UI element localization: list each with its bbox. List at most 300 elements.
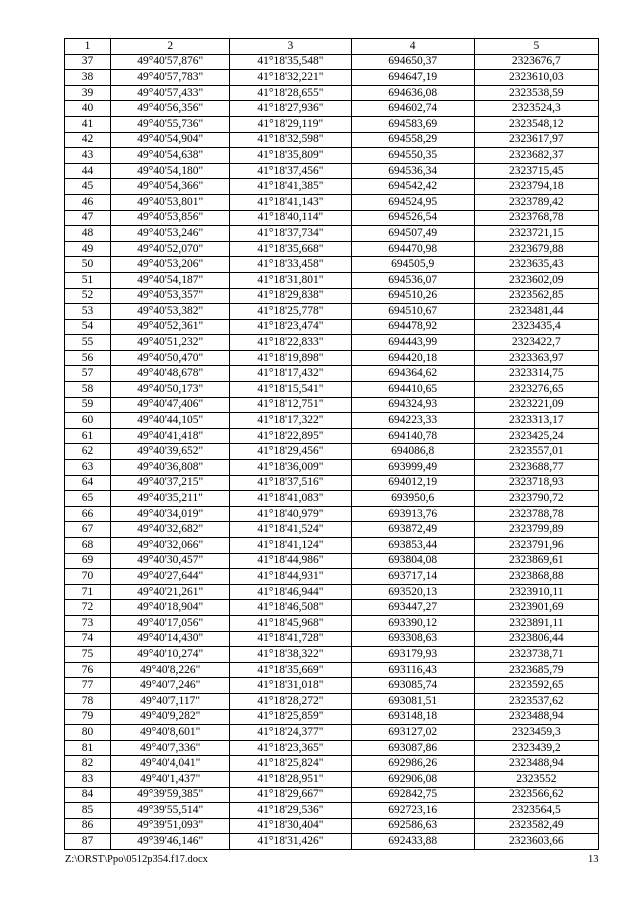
table-cell: 694558,29 bbox=[351, 132, 474, 148]
table-cell: 694324,93 bbox=[351, 397, 474, 413]
table-cell: 42 bbox=[65, 132, 111, 148]
table-cell: 694542,42 bbox=[351, 179, 474, 195]
table-cell: 2323439,2 bbox=[474, 740, 598, 756]
table-cell: 49°40'34,019" bbox=[111, 506, 230, 522]
table-cell: 49°40'52,361" bbox=[111, 319, 230, 335]
table-cell: 2323564,5 bbox=[474, 803, 598, 819]
table-cell: 692906,08 bbox=[351, 771, 474, 787]
table-cell: 692433,88 bbox=[351, 834, 474, 850]
table-cell: 73 bbox=[65, 615, 111, 631]
table-cell: 49°40'53,801" bbox=[111, 194, 230, 210]
table-cell: 2323791,96 bbox=[474, 538, 598, 554]
table-row bbox=[65, 615, 599, 631]
table-cell: 65 bbox=[65, 491, 111, 507]
table-cell: 692842,75 bbox=[351, 787, 474, 803]
page-number: 13 bbox=[588, 854, 599, 865]
table-cell: 2323363,97 bbox=[474, 350, 598, 366]
table-cell: 41°18'35,668" bbox=[230, 241, 351, 257]
table-cell: 49°40'39,652" bbox=[111, 444, 230, 460]
table-cell: 74 bbox=[65, 631, 111, 647]
table-cell: 2323635,43 bbox=[474, 257, 598, 273]
table-cell: 41°18'22,895" bbox=[230, 428, 351, 444]
table-cell: 2323314,75 bbox=[474, 366, 598, 382]
table-cell: 41°18'17,322" bbox=[230, 413, 351, 429]
table-row bbox=[65, 444, 599, 460]
table-cell: 49°40'54,904" bbox=[111, 132, 230, 148]
table-cell: 693717,14 bbox=[351, 569, 474, 585]
table-cell: 41°18'38,322" bbox=[230, 647, 351, 663]
table-cell: 81 bbox=[65, 740, 111, 756]
table-cell: 2323891,11 bbox=[474, 615, 598, 631]
table-cell: 2323422,7 bbox=[474, 335, 598, 351]
table-cell: 694650,37 bbox=[351, 54, 474, 70]
table-cell: 2323721,15 bbox=[474, 226, 598, 242]
table-cell: 41°18'41,385" bbox=[230, 179, 351, 195]
table-cell: 2323869,61 bbox=[474, 553, 598, 569]
table-cell: 2323788,78 bbox=[474, 506, 598, 522]
table-cell: 694140,78 bbox=[351, 428, 474, 444]
table-cell: 2323425,24 bbox=[474, 428, 598, 444]
table-cell: 41 bbox=[65, 116, 111, 132]
table-cell: 694536,34 bbox=[351, 163, 474, 179]
table-cell: 41°18'29,838" bbox=[230, 288, 351, 304]
table-cell: 2323582,49 bbox=[474, 818, 598, 834]
table-row bbox=[65, 366, 599, 382]
table-cell: 46 bbox=[65, 194, 111, 210]
table-cell: 59 bbox=[65, 397, 111, 413]
table-row bbox=[65, 709, 599, 725]
table-cell: 49°40'57,876" bbox=[111, 54, 230, 70]
table-cell: 39 bbox=[65, 85, 111, 101]
table-cell: 49 bbox=[65, 241, 111, 257]
table-cell: 2323221,09 bbox=[474, 397, 598, 413]
table-cell: 55 bbox=[65, 335, 111, 351]
table-cell: 49°40'50,173" bbox=[111, 382, 230, 398]
table-cell: 694505,9 bbox=[351, 257, 474, 273]
table-cell: 49°40'27,644" bbox=[111, 569, 230, 585]
table-cell: 49°40'8,226" bbox=[111, 662, 230, 678]
table-cell: 49°40'10,274" bbox=[111, 647, 230, 663]
table-cell: 2323868,88 bbox=[474, 569, 598, 585]
table-cell: 49°40'53,206" bbox=[111, 257, 230, 273]
table-cell: 2323738,71 bbox=[474, 647, 598, 663]
table-cell: 49°40'7,246" bbox=[111, 678, 230, 694]
table-cell: 49°40'30,457" bbox=[111, 553, 230, 569]
table-cell: 693308,63 bbox=[351, 631, 474, 647]
table-cell: 49°40'36,808" bbox=[111, 460, 230, 476]
table-row bbox=[65, 132, 599, 148]
table-cell: 41°18'41,124" bbox=[230, 538, 351, 554]
table-row bbox=[65, 335, 599, 351]
table-cell: 41°18'29,119" bbox=[230, 116, 351, 132]
table-cell: 49°40'54,638" bbox=[111, 148, 230, 164]
table-cell: 41°18'19,898" bbox=[230, 350, 351, 366]
footer-file-path: Z:\ORST\Ppo\0512p354.f17.docx bbox=[65, 854, 208, 865]
table-cell: 49°40'52,070" bbox=[111, 241, 230, 257]
table-row bbox=[65, 288, 599, 304]
table-cell: 693127,02 bbox=[351, 725, 474, 741]
table-cell: 41°18'41,728" bbox=[230, 631, 351, 647]
table-row bbox=[65, 397, 599, 413]
table-cell: 49°39'46,146" bbox=[111, 834, 230, 850]
table-cell: 49°39'51,093" bbox=[111, 818, 230, 834]
table-cell: 41°18'31,801" bbox=[230, 272, 351, 288]
table-cell: 41°18'28,951" bbox=[230, 771, 351, 787]
table-row bbox=[65, 756, 599, 772]
table-cell: 49°40'54,180" bbox=[111, 163, 230, 179]
table-cell: 2323617,97 bbox=[474, 132, 598, 148]
table-row bbox=[65, 116, 599, 132]
table-cell: 77 bbox=[65, 678, 111, 694]
column-header: 4 bbox=[351, 39, 474, 55]
table-cell: 80 bbox=[65, 725, 111, 741]
table-cell: 49°40'53,856" bbox=[111, 210, 230, 226]
table-cell: 78 bbox=[65, 693, 111, 709]
table-cell: 2323488,94 bbox=[474, 709, 598, 725]
table-cell: 37 bbox=[65, 54, 111, 70]
table-cell: 41°18'24,377" bbox=[230, 725, 351, 741]
table-cell: 694410,65 bbox=[351, 382, 474, 398]
table-cell: 41°18'46,508" bbox=[230, 600, 351, 616]
table-cell: 64 bbox=[65, 475, 111, 491]
table-cell: 2323910,11 bbox=[474, 584, 598, 600]
table-cell: 49°40'48,678" bbox=[111, 366, 230, 382]
table-cell: 2323435,4 bbox=[474, 319, 598, 335]
table-cell: 49°40'44,105" bbox=[111, 413, 230, 429]
table-cell: 2323459,3 bbox=[474, 725, 598, 741]
table-cell: 49°40'18,904" bbox=[111, 600, 230, 616]
table-cell: 694510,26 bbox=[351, 288, 474, 304]
table-cell: 2323685,79 bbox=[474, 662, 598, 678]
table-row bbox=[65, 678, 599, 694]
table-cell: 2323679,88 bbox=[474, 241, 598, 257]
table-cell: 41°18'23,474" bbox=[230, 319, 351, 335]
table-cell: 62 bbox=[65, 444, 111, 460]
table-cell: 694524,95 bbox=[351, 194, 474, 210]
table-cell: 41°18'30,404" bbox=[230, 818, 351, 834]
table-cell: 49°40'53,357" bbox=[111, 288, 230, 304]
table-cell: 49°40'56,356" bbox=[111, 101, 230, 117]
table-row bbox=[65, 148, 599, 164]
table-row bbox=[65, 522, 599, 538]
table-row bbox=[65, 771, 599, 787]
table-cell: 82 bbox=[65, 756, 111, 772]
table-row bbox=[65, 662, 599, 678]
table-cell: 43 bbox=[65, 148, 111, 164]
table-cell: 41°18'44,986" bbox=[230, 553, 351, 569]
table-cell: 694526,54 bbox=[351, 210, 474, 226]
table-cell: 51 bbox=[65, 272, 111, 288]
table-row bbox=[65, 647, 599, 663]
column-header: 1 bbox=[65, 39, 111, 55]
table-cell: 58 bbox=[65, 382, 111, 398]
table-row bbox=[65, 319, 599, 335]
table-cell: 84 bbox=[65, 787, 111, 803]
table-cell: 694602,74 bbox=[351, 101, 474, 117]
table-cell: 2323715,45 bbox=[474, 163, 598, 179]
table-row bbox=[65, 413, 599, 429]
table-cell: 2323768,78 bbox=[474, 210, 598, 226]
table-cell: 49°40'9,282" bbox=[111, 709, 230, 725]
table-cell: 694507,49 bbox=[351, 226, 474, 242]
table-cell: 72 bbox=[65, 600, 111, 616]
table-row bbox=[65, 54, 599, 70]
table-cell: 693116,43 bbox=[351, 662, 474, 678]
table-cell: 41°18'46,944" bbox=[230, 584, 351, 600]
table-row bbox=[65, 226, 599, 242]
table-cell: 2323610,03 bbox=[474, 70, 598, 86]
table-cell: 2323488,94 bbox=[474, 756, 598, 772]
table-cell: 2323603,66 bbox=[474, 834, 598, 850]
table-cell: 2323524,3 bbox=[474, 101, 598, 117]
table-cell: 49°40'14,430" bbox=[111, 631, 230, 647]
table-cell: 49°40'17,056" bbox=[111, 615, 230, 631]
table-cell: 49°40'8,601" bbox=[111, 725, 230, 741]
table-cell: 2323537,62 bbox=[474, 693, 598, 709]
table-cell: 41°18'29,456" bbox=[230, 444, 351, 460]
table-cell: 41°18'29,667" bbox=[230, 787, 351, 803]
table-cell: 49°40'47,406" bbox=[111, 397, 230, 413]
table-row bbox=[65, 740, 599, 756]
table-cell: 693804,08 bbox=[351, 553, 474, 569]
table-cell: 692986,26 bbox=[351, 756, 474, 772]
table-cell: 2323538,59 bbox=[474, 85, 598, 101]
table-cell: 85 bbox=[65, 803, 111, 819]
table-cell: 693950,6 bbox=[351, 491, 474, 507]
table-row bbox=[65, 428, 599, 444]
table-row bbox=[65, 382, 599, 398]
table-row bbox=[65, 818, 599, 834]
table-cell: 693087,86 bbox=[351, 740, 474, 756]
table-cell: 41°18'28,655" bbox=[230, 85, 351, 101]
table-cell: 41°18'17,432" bbox=[230, 366, 351, 382]
table-cell: 49°40'4,041" bbox=[111, 756, 230, 772]
table-cell: 70 bbox=[65, 569, 111, 585]
table-cell: 2323790,72 bbox=[474, 491, 598, 507]
table-cell: 61 bbox=[65, 428, 111, 444]
table-row bbox=[65, 600, 599, 616]
table-cell: 49°40'7,336" bbox=[111, 740, 230, 756]
table-cell: 44 bbox=[65, 163, 111, 179]
table-cell: 49°40'32,066" bbox=[111, 538, 230, 554]
table-cell: 60 bbox=[65, 413, 111, 429]
table-cell: 49°40'55,736" bbox=[111, 116, 230, 132]
table-cell: 692723,16 bbox=[351, 803, 474, 819]
table-cell: 41°18'33,458" bbox=[230, 257, 351, 273]
column-header: 3 bbox=[230, 39, 351, 55]
table-cell: 83 bbox=[65, 771, 111, 787]
table-cell: 49°40'1,437" bbox=[111, 771, 230, 787]
table-cell: 49°40'54,187" bbox=[111, 272, 230, 288]
table-cell: 79 bbox=[65, 709, 111, 725]
table-row bbox=[65, 584, 599, 600]
table-cell: 71 bbox=[65, 584, 111, 600]
table-cell: 41°18'35,548" bbox=[230, 54, 351, 70]
table-cell: 2323592,65 bbox=[474, 678, 598, 694]
table-cell: 63 bbox=[65, 460, 111, 476]
table-cell: 41°18'23,365" bbox=[230, 740, 351, 756]
table-row bbox=[65, 460, 599, 476]
table-cell: 48 bbox=[65, 226, 111, 242]
table-cell: 2323901,69 bbox=[474, 600, 598, 616]
table-cell: 2323566,62 bbox=[474, 787, 598, 803]
table-cell: 692586,63 bbox=[351, 818, 474, 834]
table-cell: 2323789,42 bbox=[474, 194, 598, 210]
table-cell: 2323552 bbox=[474, 771, 598, 787]
table-row bbox=[65, 350, 599, 366]
table-cell: 49°40'37,215" bbox=[111, 475, 230, 491]
table-cell: 694510,67 bbox=[351, 304, 474, 320]
table-cell: 694012,19 bbox=[351, 475, 474, 491]
table-cell: 41°18'25,824" bbox=[230, 756, 351, 772]
table-cell: 41°18'29,536" bbox=[230, 803, 351, 819]
table-cell: 67 bbox=[65, 522, 111, 538]
table-cell: 2323799,89 bbox=[474, 522, 598, 538]
table-row bbox=[65, 163, 599, 179]
table-cell: 694420,18 bbox=[351, 350, 474, 366]
table-cell: 694086,8 bbox=[351, 444, 474, 460]
table-cell: 56 bbox=[65, 350, 111, 366]
table-cell: 694583,69 bbox=[351, 116, 474, 132]
table-cell: 69 bbox=[65, 553, 111, 569]
table-cell: 45 bbox=[65, 179, 111, 195]
table-cell: 41°18'37,516" bbox=[230, 475, 351, 491]
table-cell: 693081,51 bbox=[351, 693, 474, 709]
table-cell: 694223,33 bbox=[351, 413, 474, 429]
table-cell: 2323676,7 bbox=[474, 54, 598, 70]
table-row bbox=[65, 241, 599, 257]
table-row bbox=[65, 538, 599, 554]
table-row bbox=[65, 491, 599, 507]
table-cell: 49°40'54,366" bbox=[111, 179, 230, 195]
table-cell: 49°40'7,117" bbox=[111, 693, 230, 709]
table-cell: 694536,07 bbox=[351, 272, 474, 288]
table-cell: 41°18'32,221" bbox=[230, 70, 351, 86]
table-cell: 694478,92 bbox=[351, 319, 474, 335]
table-cell: 693148,18 bbox=[351, 709, 474, 725]
table-cell: 54 bbox=[65, 319, 111, 335]
table-cell: 41°18'41,083" bbox=[230, 491, 351, 507]
table-cell: 41°18'37,456" bbox=[230, 163, 351, 179]
table-cell: 2323276,65 bbox=[474, 382, 598, 398]
table-row bbox=[65, 631, 599, 647]
table-cell: 694636,08 bbox=[351, 85, 474, 101]
table-cell: 41°18'25,778" bbox=[230, 304, 351, 320]
table-cell: 693999,49 bbox=[351, 460, 474, 476]
table-cell: 694470,98 bbox=[351, 241, 474, 257]
table-cell: 52 bbox=[65, 288, 111, 304]
table-cell: 41°18'27,936" bbox=[230, 101, 351, 117]
table-row bbox=[65, 834, 599, 850]
table-cell: 50 bbox=[65, 257, 111, 273]
table-cell: 2323562,85 bbox=[474, 288, 598, 304]
table-cell: 49°40'51,232" bbox=[111, 335, 230, 351]
table-cell: 40 bbox=[65, 101, 111, 117]
table-cell: 694647,19 bbox=[351, 70, 474, 86]
table-cell: 49°40'57,783" bbox=[111, 70, 230, 86]
table-cell: 694443,99 bbox=[351, 335, 474, 351]
table-row bbox=[65, 553, 599, 569]
table-cell: 2323718,93 bbox=[474, 475, 598, 491]
table-row bbox=[65, 725, 599, 741]
table-row bbox=[65, 569, 599, 585]
table-cell: 41°18'40,979" bbox=[230, 506, 351, 522]
table-cell: 2323602,09 bbox=[474, 272, 598, 288]
table-cell: 693179,93 bbox=[351, 647, 474, 663]
table-cell: 49°40'21,261" bbox=[111, 584, 230, 600]
table-cell: 41°18'32,598" bbox=[230, 132, 351, 148]
column-header: 5 bbox=[474, 39, 598, 55]
table-cell: 49°40'53,382" bbox=[111, 304, 230, 320]
table-cell: 41°18'35,809" bbox=[230, 148, 351, 164]
table-row bbox=[65, 787, 599, 803]
table-cell: 41°18'28,272" bbox=[230, 693, 351, 709]
table-cell: 41°18'41,524" bbox=[230, 522, 351, 538]
table-cell: 49°40'35,211" bbox=[111, 491, 230, 507]
table-cell: 2323313,17 bbox=[474, 413, 598, 429]
table-row bbox=[65, 803, 599, 819]
table-row bbox=[65, 693, 599, 709]
coordinates-table bbox=[64, 38, 599, 850]
table-cell: 41°18'31,426" bbox=[230, 834, 351, 850]
table-cell: 2323806,44 bbox=[474, 631, 598, 647]
table-cell: 41°18'40,114" bbox=[230, 210, 351, 226]
table-cell: 693853,44 bbox=[351, 538, 474, 554]
table-row bbox=[65, 179, 599, 195]
table-cell: 87 bbox=[65, 834, 111, 850]
table-row bbox=[65, 506, 599, 522]
table-cell: 693520,13 bbox=[351, 584, 474, 600]
table-cell: 57 bbox=[65, 366, 111, 382]
table-cell: 41°18'37,734" bbox=[230, 226, 351, 242]
table-cell: 2323682,37 bbox=[474, 148, 598, 164]
table-cell: 41°18'36,009" bbox=[230, 460, 351, 476]
table-cell: 41°18'41,143" bbox=[230, 194, 351, 210]
table-cell: 694364,62 bbox=[351, 366, 474, 382]
table-cell: 41°18'45,968" bbox=[230, 615, 351, 631]
table-cell: 86 bbox=[65, 818, 111, 834]
table-cell: 41°18'31,018" bbox=[230, 678, 351, 694]
table-cell: 693085,74 bbox=[351, 678, 474, 694]
table-cell: 49°40'57,433" bbox=[111, 85, 230, 101]
table-row bbox=[65, 70, 599, 86]
table-cell: 2323481,44 bbox=[474, 304, 598, 320]
table-cell: 693447,27 bbox=[351, 600, 474, 616]
table-cell: 2323688,77 bbox=[474, 460, 598, 476]
table-cell: 49°40'41,418" bbox=[111, 428, 230, 444]
table-row bbox=[65, 304, 599, 320]
table-cell: 49°39'55,514" bbox=[111, 803, 230, 819]
table-row bbox=[65, 257, 599, 273]
table-row bbox=[65, 272, 599, 288]
table-cell: 49°40'50,470" bbox=[111, 350, 230, 366]
column-header: 2 bbox=[111, 39, 230, 55]
table-cell: 76 bbox=[65, 662, 111, 678]
table-cell: 2323557,01 bbox=[474, 444, 598, 460]
table-row bbox=[65, 101, 599, 117]
table-cell: 49°40'32,682" bbox=[111, 522, 230, 538]
table-cell: 38 bbox=[65, 70, 111, 86]
table-row bbox=[65, 475, 599, 491]
table-cell: 41°18'35,669" bbox=[230, 662, 351, 678]
table-row bbox=[65, 210, 599, 226]
table-cell: 694550,35 bbox=[351, 148, 474, 164]
table-cell: 2323548,12 bbox=[474, 116, 598, 132]
table-cell: 41°18'12,751" bbox=[230, 397, 351, 413]
table-row bbox=[65, 85, 599, 101]
table-cell: 2323794,18 bbox=[474, 179, 598, 195]
table-cell: 41°18'22,833" bbox=[230, 335, 351, 351]
